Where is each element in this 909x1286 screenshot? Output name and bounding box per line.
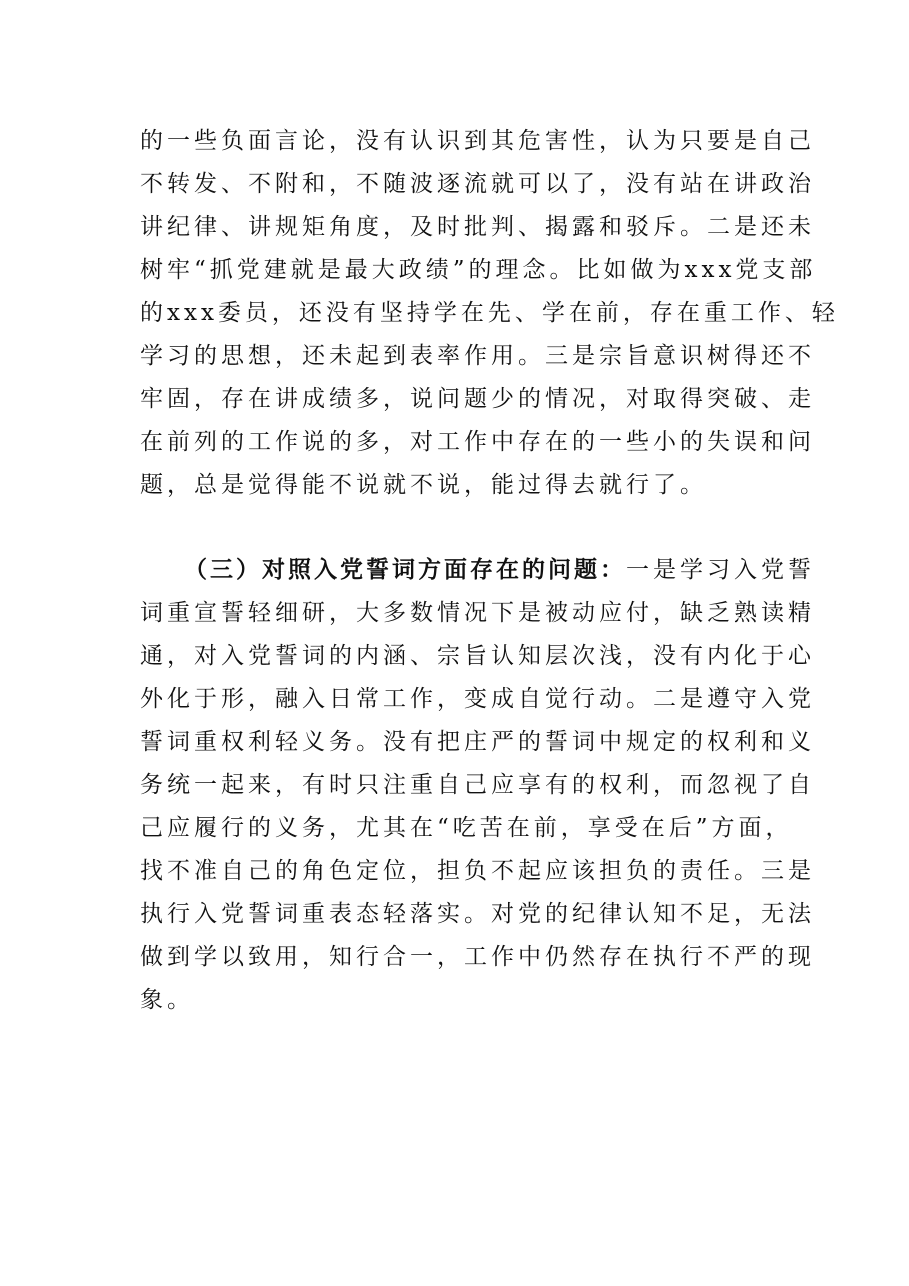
text-line: 不转发、不附和，不随波逐流就可以了，没有站在讲政治 (140, 171, 815, 197)
text-line: 题，总是觉得能不说就不说，能过得去就行了。 (140, 472, 707, 498)
text-line: 在前列的工作说的多，对工作中存在的一些小的失误和问 (140, 429, 815, 455)
paragraph-1 (140, 120, 839, 507)
text-line: 务统一起来，有时只注重自己应享有的权利，而忽视了自 (140, 772, 815, 798)
text-line: 牢固，存在讲成绩多，说问题少的情况，对取得突破、走 (140, 386, 815, 412)
text-line: 找不准自己的角色定位，担负不起应该担负的责任。三是 (140, 858, 815, 884)
text-line: 誓词重权利轻义务。没有把庄严的誓词中规定的权利和义 (140, 729, 815, 755)
text-line: 词重宣誓轻细研，大多数情况下是被动应付，缺乏熟读精 (140, 600, 815, 626)
section-first-line (140, 549, 815, 592)
text-line: 己应履行的义务，尤其在“吃苦在前，享受在后”方面， (140, 815, 793, 841)
text-line: 的xxx委员，还没有坚持学在先、学在前，存在重工作、轻 (140, 300, 839, 326)
text-line: 讲纪律、讲规矩角度，及时批判、揭露和驳斥。二是还未 (140, 214, 815, 240)
text-segment: 一是学习入党誓 (626, 557, 815, 583)
text-line: 的一些负面言论，没有认识到其危害性，认为只要是自己 (140, 128, 815, 154)
text-line: 象。 (140, 987, 194, 1013)
text-line: 通，对入党誓词的内涵、宗旨认知层次浅，没有内化于心 (140, 643, 815, 669)
paragraph-2 (140, 549, 815, 1022)
text-line: 执行入党誓词重表态轻落实。对党的纪律认知不足，无法 (140, 901, 815, 927)
text-line: 做到学以致用，知行合一，工作中仍然存在执行不严的现 (140, 944, 815, 970)
text-line: 树牢“抓党建就是最大政绩”的理念。比如做为xxx党支部 (140, 257, 817, 283)
section-heading: （三）对照入党誓词方面存在的问题： (184, 557, 626, 583)
text-line: 外化于形，融入日常工作，变成自觉行动。二是遵守入党 (140, 686, 815, 712)
text-line: 学习的思想，还未起到表率作用。三是宗旨意识树得还不 (140, 343, 815, 369)
